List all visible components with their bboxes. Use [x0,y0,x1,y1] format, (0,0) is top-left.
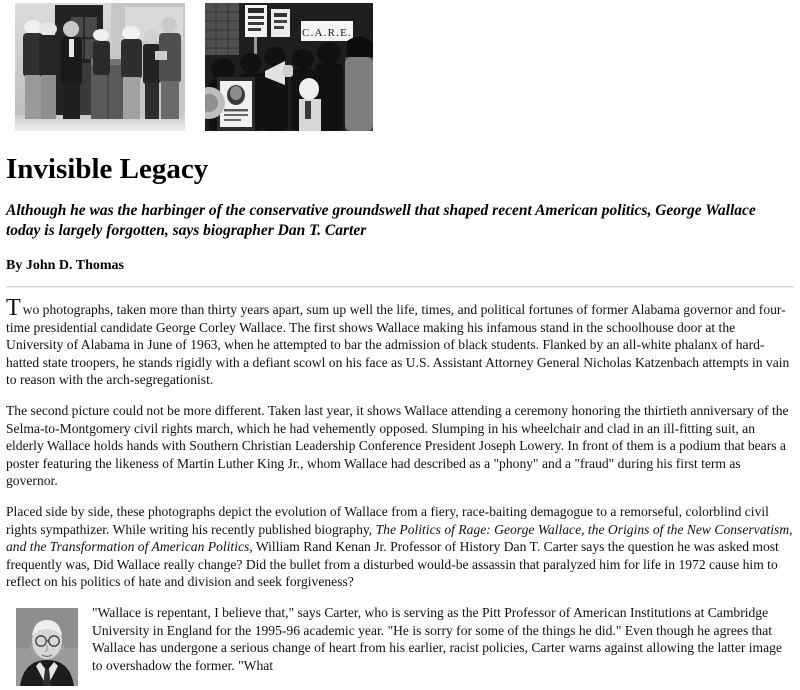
article-deck: Although he was the harbinger of the conservative groundswell that shaped recent American politics, George Wallace today is largely forgotten, says biographer Dan T. Carter [6,202,756,239]
paragraph-1 [6,295,794,389]
book-title: The Politics of Rage: George Wallace, the Origins of the New Conservatism, and the Transformation of American Politics [6,521,793,555]
dan-carter-portrait-image [16,608,78,686]
paragraph-1-text: wo photographs, taken more than thirty years apart, sum up well the life, times, and political fortunes of former Alabama governor and four-time presidential candidate George Corley Wallace. The first shows Wallace making his infamous stand in the schoolhouse door at the University of Alabama in June of 1963, when he attempted to bar the admission of black students. Flanked by an all-white phalanx of hard-hatted state troopers, he stands rigidly with a defiant scowl on his face as U.S. Assistant Attorney General Nicholas Katzenbach attempts in vain to reason with the arch-segregationist. [6,302,790,388]
paragraph-3-lead: Placed side by side, these photographs depict the evolution of Wallace from a fiery, race-baiting demagogue to a remorseful, colorblind civil rights sympathizer. While writing his recently published biography, [6,503,769,537]
schoolhouse-door-photo [15,3,185,131]
paragraph-4: "Wallace is repentant, I believe that," says Carter, who is serving as the Pitt Professor of American Institutions at Cambridge University in England for the 1995-96 academic year. "He is sorry for some of the things he did." Even though he agrees that Wallace has undergone a serious change of heart from his earlier, racist policies, Carter warns against allowing the latter image to overshadow the former. "What [92,604,782,673]
selma-ceremony-photo-image [205,3,373,131]
svg-text:C.A.R.E.: C.A.R.E. [302,27,352,39]
paragraph-4-block [6,604,794,690]
paragraph-3 [6,503,794,591]
article-content [0,153,800,690]
paragraph-2: The second picture could not be more different. Taken last year, it shows Wallace attending a ceremony honoring the thirtieth anniversary of the Selma-to-Montgomery civil rights march, which he had vehemently opposed. Slumping in his wheelchair and clad in an ill-fitting suit, an elderly Wallace holds hands with Southern Christian Leadership Conference President Joseph Lowery. In front of them is a podium that bears a poster featuring the likeness of Martin Luther King Jr., whom Wallace had described as a "phony" and a "fraud" during his first term as governor. [6,402,789,489]
photo-strip [0,0,800,135]
dan-carter-portrait [16,608,78,686]
article-byline: By John D. Thomas [6,258,125,273]
schoolhouse-door-photo-image [15,3,185,131]
dropcap: T [6,295,21,321]
byline-divider [6,286,794,288]
paragraph-3-tail: , William Rand Kenan Jr. Professor of History Dan T. Carter says the question he was asked most frequently was, Did Wallace really change? Did the bullet from a disturbed would-be assassin that paralyzed him for life in 1972 cause him to reflect on his politics of hate and division and seek forgiveness? [6,539,779,590]
selma-ceremony-photo [205,3,373,131]
page-title: Invisible Legacy [6,153,209,185]
